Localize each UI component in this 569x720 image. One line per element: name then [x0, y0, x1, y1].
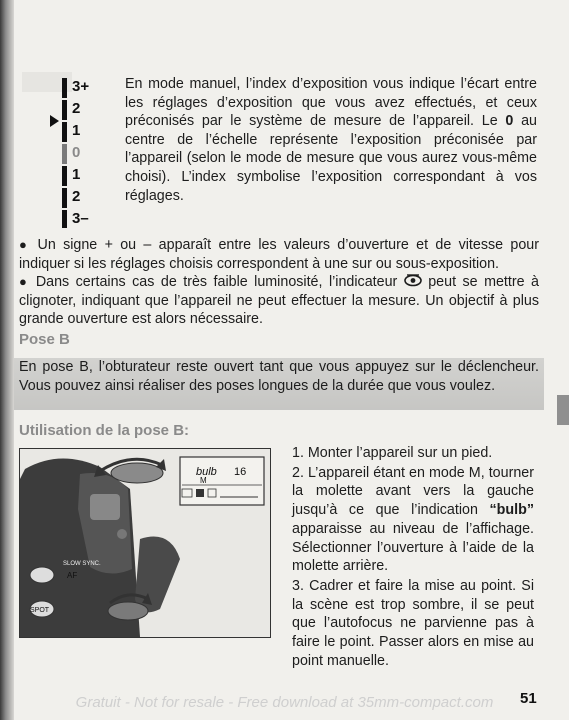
scale-label: 3+ [72, 78, 90, 95]
scale-label: 2 [72, 188, 81, 205]
af-button-label: AF [67, 571, 78, 580]
bullet-text: Un signe + ou – apparaît entre les valeurs d’ouverture et de vitesse pour indiquer si les réglages choisis correspondent à une sur ou sous-exposition. [19, 237, 539, 272]
bullet-icon: ● [19, 274, 30, 290]
step-text: 2. L’appareil étant en mode M, tourner la molette avant vers la gauche jusqu’à ce que l’indication [292, 464, 534, 519]
step-3: 3. Cadrer et faire la mise au point. Si la scène est trop sombre, il se peut que l’autofocus ne parvienne pas à faire le point. Passer alors en mise au point manuelle. [292, 577, 534, 669]
exposure-scale [48, 72, 118, 232]
step-1: 1. Monter l’appareil sur un pied. [292, 445, 493, 461]
lcd-bulb-text: bulb [196, 466, 217, 478]
step-2 [292, 464, 534, 576]
bullet-icon: ● [19, 237, 31, 252]
scale-tick [62, 100, 67, 120]
scale-tick [62, 166, 67, 186]
scale-tick [62, 188, 67, 208]
scale-label: 2 [72, 100, 81, 117]
pose-b-paragraph: En pose B, l’obturateur reste ouvert tant que vous appuyez sur le déclencheur. Vous pouvez ainsi réaliser des poses longues de la durée que vous voulez. [19, 359, 539, 394]
heading-pose-b: Pose B [19, 331, 70, 348]
lcd-mode-value: M [200, 476, 207, 485]
exposure-index-paragraph [125, 75, 537, 205]
paragraph-text: au centre de l’échelle représente l’exposition préconisée par l’appareil (selon le mode de mesure que vous aurez vous-même choisi). L’index symbolise l’exposition correspondant à vos réglages. [125, 113, 538, 204]
scale-tick [62, 78, 67, 98]
lcd-aperture-value: 16 [234, 466, 247, 478]
scale-tick [62, 144, 67, 164]
paragraph-text: En mode manuel, l’index d’exposition vous indique l’écart entre les réglages d’exposition que vous avez effectués, et ceux préconisés par le système de mesure de l’appareil. Le [125, 76, 537, 130]
eye-symbol-icon [404, 274, 422, 287]
camera-drawing [20, 449, 270, 637]
scale-label: 1 [72, 166, 81, 183]
exposure-index-arrow-icon [50, 115, 59, 127]
binding-shadow [0, 0, 14, 720]
bulb-term: “bulb” [489, 502, 534, 519]
watermark-footer: Gratuit - Not for resale - Free download at 35mm-compact.com [75, 694, 494, 711]
scale-tick [62, 122, 67, 142]
scale-tick [62, 210, 67, 228]
bullet-text: Dans certains cas de très faible luminosité, l’indicateur [35, 274, 398, 291]
scale-label: 0 [72, 144, 81, 161]
camera-illustration [19, 448, 271, 638]
spot-button-label: SPOT [30, 607, 50, 614]
bullet-text: peut se mettre à clignoter, indiquant que l’appareil ne peut effectuer la mesure. Un objectif à plus grande ouverture est alors nécessaire. [19, 274, 539, 328]
step-text: apparaisse au niveau de l’affichage. Sélectionner l’ouverture à l’aide de la molette arrière. [292, 520, 534, 575]
scale-label: 3– [72, 210, 89, 227]
heading-utilisation: Utilisation de la pose B: [19, 422, 190, 439]
page-edge-tab [557, 395, 569, 425]
bold-zero: 0 [505, 113, 514, 130]
scale-label: 1 [72, 122, 81, 139]
instruction-steps [292, 444, 534, 671]
page-number: 51 [520, 690, 537, 707]
bullet-paragraph [19, 236, 539, 329]
slow-sync-label: SLOW SYNC. [63, 561, 101, 567]
